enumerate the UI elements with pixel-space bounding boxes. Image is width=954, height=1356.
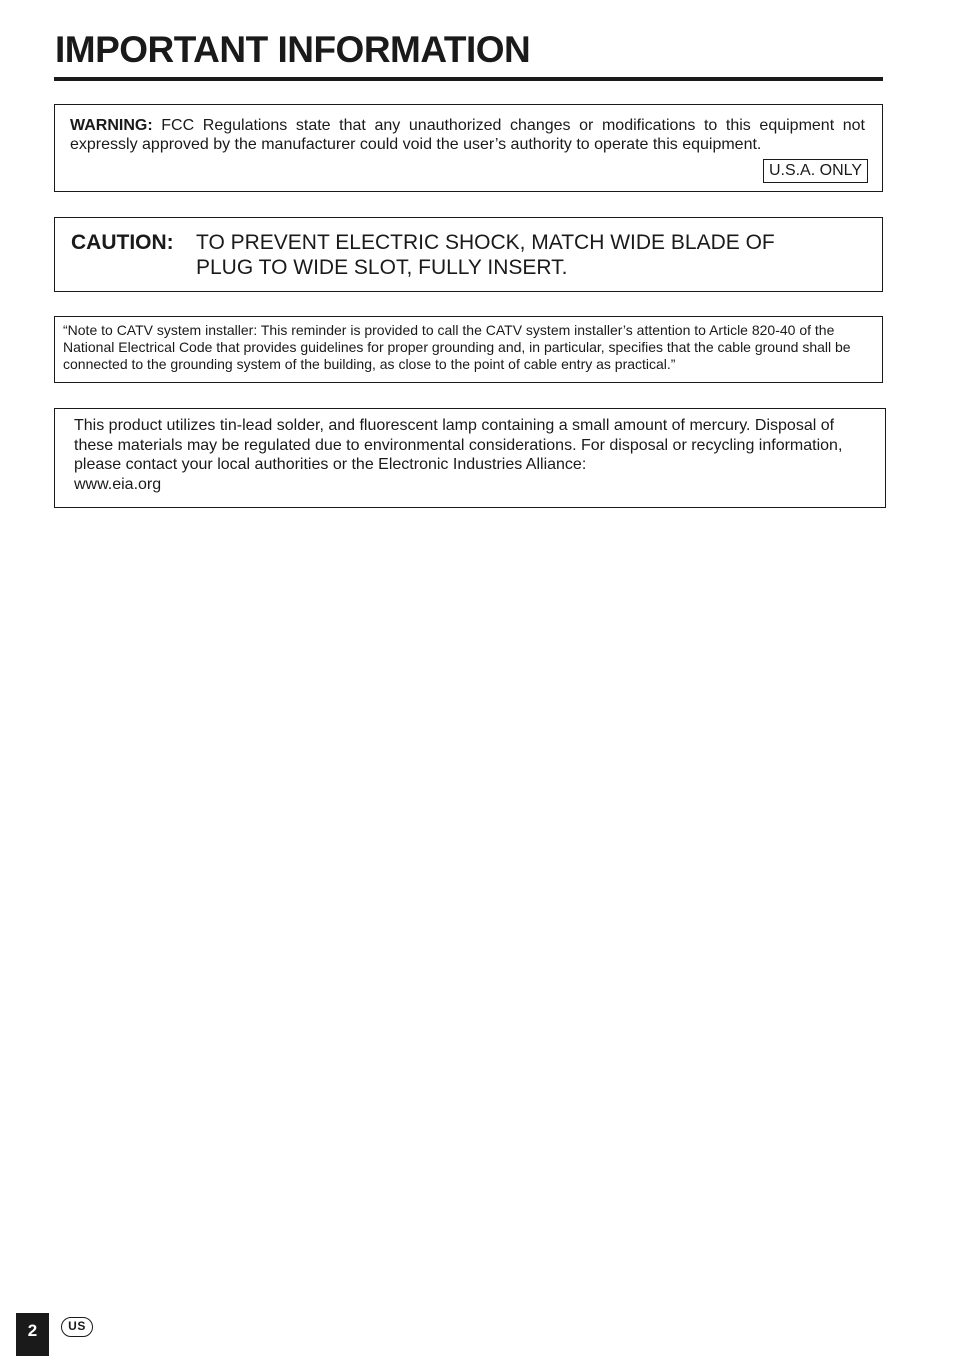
catv-note-box bbox=[54, 316, 883, 383]
eia-url: www.eia.org bbox=[74, 475, 162, 493]
page-number: 2 bbox=[16, 1313, 49, 1356]
caution-label: CAUTION: bbox=[71, 231, 174, 254]
page-title: IMPORTANT INFORMATION bbox=[55, 29, 531, 70]
caution-text bbox=[196, 230, 866, 280]
title-rule bbox=[54, 77, 883, 81]
warning-body: FCC Regulations state that any unauthorized changes or modifications to this equipment not expressly approved by the manufacturer could void the user’s authority to operate this equipment. bbox=[70, 117, 865, 153]
warning-text bbox=[70, 116, 865, 154]
caution-line-1: TO PREVENT ELECTRIC SHOCK, MATCH WIDE BLADE OF bbox=[196, 231, 775, 254]
warning-box bbox=[54, 104, 883, 192]
disposal-body: This product utilizes tin-lead solder, and fluorescent lamp containing a small amount of mercury. Disposal of these materials may be regulated due to environmental considerations. For disposal or recycling information, please contact your local authorities or the Electronic Industries Alliance: bbox=[74, 417, 843, 473]
caution-line-2: PLUG TO WIDE SLOT, FULLY INSERT. bbox=[196, 256, 568, 279]
catv-note-text: “Note to CATV system installer: This reminder is provided to call the CATV system installer’s attention to Article 820-40 of the National Electrical Code that provides guidelines for proper grounding and, in particular, specifies that the cable ground shall be connected to the grounding system of the building, as close to the point of cable entry as practical.” bbox=[63, 322, 851, 372]
disposal-box bbox=[54, 408, 886, 508]
disposal-text bbox=[74, 416, 864, 494]
usa-only-badge: U.S.A. ONLY bbox=[763, 159, 868, 183]
region-badge: US bbox=[61, 1317, 93, 1337]
warning-label: WARNING: bbox=[70, 117, 153, 134]
caution-box bbox=[54, 217, 883, 292]
